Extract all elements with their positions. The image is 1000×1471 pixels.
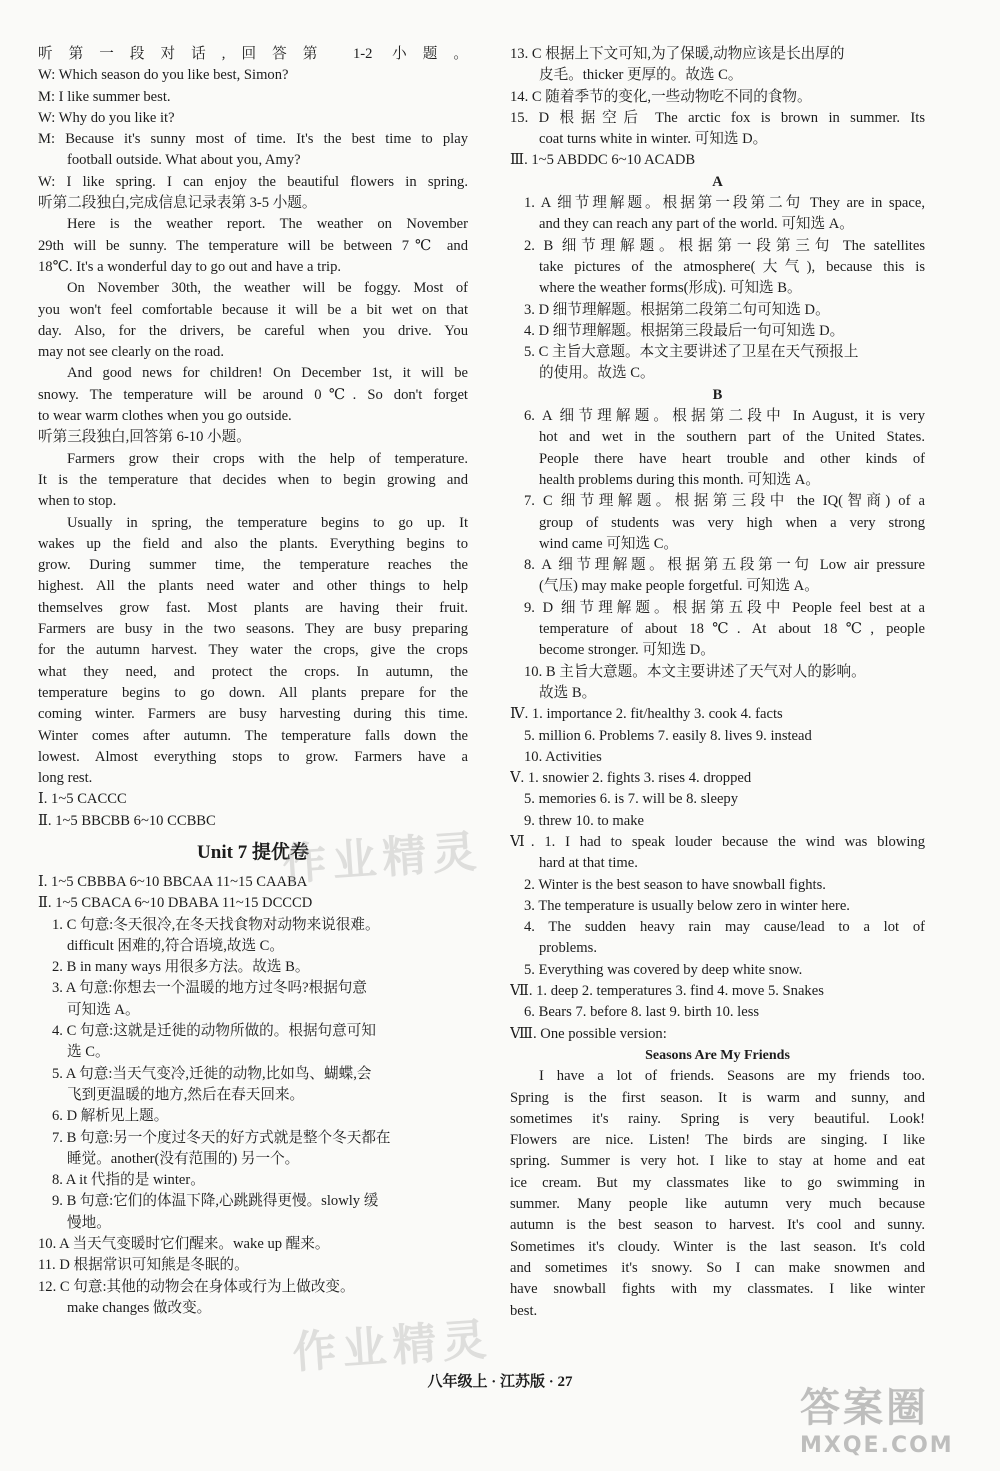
text-line: 7. B 句意:另一个度过冬天的好方式就是整个冬天都在 <box>52 1129 391 1146</box>
text-line: to wear warm clothes when you go outside. <box>38 408 292 425</box>
text-line: Usually in spring, the temperature begins to go up. It <box>67 514 468 531</box>
text-line: themselves grow fast. Most plants are having their fruit. <box>38 599 468 616</box>
text-line: A <box>712 173 723 190</box>
text-line: 15. D 根据空后 The arctic fox is brown in summer. Its <box>510 109 925 126</box>
text-line: On November 30th, the weather will be foggy. Most of <box>67 280 468 297</box>
site-logo <box>800 1376 970 1456</box>
text-line: 听第二段独白,完成信息记录表第 3-5 小题。 <box>38 195 317 212</box>
text-line: M: Because it's sunny most of time. It's the best time to play <box>38 131 468 148</box>
text-line: 飞到更温暖的地方,然后在春天回来。 <box>67 1086 305 1103</box>
text-line: day. Also, for the drivers, be careful when you drive. You <box>38 322 468 339</box>
text-line: 6. D 解析见上题。 <box>52 1108 169 1125</box>
text-line: It is the temperature that decides when to begin growing and <box>38 471 468 488</box>
text-line: where the weather forms(形成). 可知选 B。 <box>539 280 802 297</box>
section-heading: Unit 7 提优卷 <box>197 841 309 863</box>
essay-title: Seasons Are My Friends <box>645 1047 790 1063</box>
text-line: W: Why do you like it? <box>38 109 175 126</box>
page-footer: 八年级上 · 江苏版 · 27 <box>427 1374 573 1390</box>
logo-text: 答案圈 <box>800 1385 929 1431</box>
text-line: Flowers are nice. Listen! The birds are singing. I like <box>510 1132 925 1149</box>
text-line: 5. A 句意:当天气变冷,迁徙的动物,比如鸟、蝴蝶,会 <box>52 1065 372 1082</box>
text-line: And good news for children! On December 1st, it will be <box>67 365 468 382</box>
text-line: Ⅷ. One possible version: <box>510 1025 667 1042</box>
watermark-text-lower: 作业精灵 <box>290 1314 494 1379</box>
text-line: 9. D 细节理解题。根据第五段中 People feel best at a <box>524 599 925 616</box>
text-line: 2. B 细节理解题。根据第一段第三句 The satellites <box>524 237 925 254</box>
text-line: 睡觉。another(没有范围的) 另一个。 <box>67 1150 300 1167</box>
text-line: 听第三段独白,回答第 6-10 小题。 <box>38 429 251 446</box>
text-line: make changes 做改变。 <box>67 1299 212 1316</box>
text-line: 8. A 细节理解题。根据第五段第一句 Low air pressure <box>524 557 925 574</box>
text-line: autumn is the best season to harvest. It's cool and sunny. <box>510 1217 925 1234</box>
text-line: 14. C 随着季节的变化,一些动物吃不同的食物。 <box>510 88 812 105</box>
text-line: Ⅵ. 1. I had to speak louder because the wind was blowing <box>510 833 925 850</box>
text-line: 29th will be sunny. The temperature will be between 7℃ and <box>38 237 468 254</box>
text-line: 5. memories 6. is 7. will be 8. sleepy <box>524 791 739 808</box>
text-line: hard at that time. <box>539 855 638 872</box>
text-line: have snowball fights with my classmates. I like winter <box>510 1281 925 1298</box>
text-line: and sometimes it's snowy. So I can make snowmen and <box>510 1259 925 1276</box>
text-line: problems. <box>539 940 597 957</box>
text-line: Ⅴ. 1. snowier 2. fights 3. rises 4. dropped <box>510 770 752 787</box>
text-line: Ⅰ. 1~5 CBBBA 6~10 BBCAA 11~15 CAABA <box>38 873 308 890</box>
text-line: 10. B 主旨大意题。本文主要讲述了天气对人的影响。 <box>524 663 866 680</box>
text-line: B <box>712 386 723 403</box>
right-column <box>510 44 925 1322</box>
text-line: 慢地。 <box>67 1214 111 1231</box>
text-line: spring. Summer is very hot. I like to stay at home and eat <box>510 1153 925 1170</box>
text-line: Ⅶ. 1. deep 2. temperatures 3. find 4. move 5. Snakes <box>510 983 824 1000</box>
text-line: coming winter. Farmers are busy harvesting during this time. <box>38 706 468 723</box>
text-line: 5. million 6. Problems 7. easily 8. lives 9. instead <box>524 727 812 744</box>
text-line: Farmers grow their crops with the help of temperature. <box>67 450 468 467</box>
text-line: grow. During summer time, the temperature reaches the <box>38 557 468 574</box>
text-line: 5. Everything was covered by deep white snow. <box>524 961 803 978</box>
text-line: 选 C。 <box>67 1044 110 1061</box>
text-line: Winter comes after autumn. The temperature falls down the <box>38 727 468 744</box>
text-line: highest. All the plants need water and other things to help <box>38 578 468 595</box>
text-line: 10. A 当天气变暖时它们醒来。wake up 醒来。 <box>38 1236 330 1253</box>
text-line: take pictures of the atmosphere(大气), because this is <box>539 258 925 275</box>
text-line: 4. D 细节理解题。根据第三段最后一句可知选 D。 <box>524 322 845 339</box>
text-line: difficult 困难的,符合语境,故选 C。 <box>67 937 285 954</box>
text-line: become stronger. 可知选 D。 <box>539 642 715 659</box>
text-line: coat turns white in winter. 可知选 D。 <box>539 131 768 148</box>
text-line: W: I like spring. I can enjoy the beautiful flowers in spring. <box>38 173 468 190</box>
text-line: ice cream. But my classmates like to go swimming in <box>510 1174 925 1191</box>
text-line: 8. A it 代指的是 winter。 <box>52 1172 205 1189</box>
text-line: 5. C 主旨大意题。本文主要讲述了卫星在天气预报上 <box>524 344 859 361</box>
text-line: long rest. <box>38 770 93 787</box>
text-line: (气压) may make people forgetful. 可知选 A。 <box>539 578 819 595</box>
text-line: hot and wet in the southern part of the United States. <box>539 429 925 446</box>
text-line: 的使用。故选 C。 <box>539 365 655 382</box>
text-line: sometimes it's rainy. Spring is very beautiful. Look! <box>510 1110 925 1127</box>
text-line: temperature begins to go down. All plants prepare for the <box>38 684 468 701</box>
text-line: 7. C 细节理解题。根据第三段中 the IQ(智商) of a <box>524 493 925 510</box>
text-line: snowy. The temperature will be around 0℃. So don't forget <box>38 386 468 403</box>
text-line: Ⅳ. 1. importance 2. fit/healthy 3. cook 4. facts <box>510 706 783 723</box>
logo-url: MXQE.COM <box>800 1433 954 1458</box>
text-line: 4. C 句意:这就是迁徙的动物所做的。根据句意可知 <box>52 1023 376 1040</box>
text-line: 1. C 句意:冬天很冷,在冬天找食物对动物来说很难。 <box>52 916 380 933</box>
text-line: what they need, and protect the crops. In autumn, the <box>38 663 468 680</box>
text-line: 4. The sudden heavy rain may cause/lead to a lot of <box>524 919 925 936</box>
text-line: 3. A 句意:你想去一个温暖的地方过冬吗?根据句意 <box>52 980 367 997</box>
text-line: Ⅱ. 1~5 BBCBB 6~10 CCBBC <box>38 812 216 829</box>
text-line: wakes up the field and also the plants. Everything begins to <box>38 535 468 552</box>
text-line: Here is the weather report. The weather on November <box>67 216 468 233</box>
text-line: 12. C 句意:其他的动物会在身体或行为上做改变。 <box>38 1278 355 1295</box>
text-line: 6. A 细节理解题。根据第二段中 In August, it is very <box>524 408 925 425</box>
text-line: Ⅰ. 1~5 CACCC <box>38 791 127 808</box>
text-line: and they can reach any part of the world. 可知选 A。 <box>539 216 854 233</box>
text-line: 9. B 句意:它们的体温下降,心跳跳得更慢。slowly 缓 <box>52 1193 379 1210</box>
text-line: best. <box>510 1302 538 1319</box>
text-line: 2. B in many ways 用很多方法。故选 B。 <box>52 959 310 976</box>
text-line: 听第一段对话,回答第 1-2 小题。 <box>38 46 468 62</box>
text-line: M: I like summer best. <box>38 88 171 105</box>
watermark-text: 作业精灵 <box>280 826 484 891</box>
text-line: you won't feel comfortable because it will be a bit wet on that <box>38 301 468 318</box>
text-line: 1. A 细节理解题。根据第一段第二句 They are in space, <box>524 195 925 212</box>
text-line: temperature of about 18℃. At about 18℃, people <box>539 621 925 638</box>
text-line: Ⅱ. 1~5 CBACA 6~10 DBABA 11~15 DCCCD <box>38 895 313 912</box>
text-line: 2. Winter is the best season to have snowball fights. <box>524 876 826 893</box>
text-line: lowest. Almost everything stops to grow. Farmers have a <box>38 748 468 765</box>
text-line: 6. Bears 7. before 8. last 9. birth 10. less <box>524 1004 760 1021</box>
text-line: football outside. What about you, Amy? <box>67 152 301 169</box>
text-line: may not see clearly on the road. <box>38 344 224 361</box>
text-line: 13. C 根据上下文可知,为了保暖,动物应该是长出厚的 <box>510 46 845 62</box>
text-line: group of students was very high when a very strong <box>539 514 925 531</box>
text-line: health problems during this month. 可知选 A。 <box>539 471 820 488</box>
text-line: Farmers are busy in the two seasons. They are busy preparing <box>38 621 468 638</box>
text-line: 18℃. It's a wonderful day to go out and have a trip. <box>38 258 342 275</box>
text-line: 10. Activities <box>524 748 602 765</box>
text-line: 皮毛。thicker 更厚的。故选 C。 <box>539 67 743 84</box>
text-line: People there have heart trouble and other kinds of <box>539 450 925 467</box>
text-line: Sometimes it's cloudy. Winter is the last season. It's cold <box>510 1238 925 1255</box>
text-line: 可知选 A。 <box>67 1001 140 1018</box>
text-line: Ⅲ. 1~5 ABDDC 6~10 ACADB <box>510 152 696 169</box>
text-line: 3. The temperature is usually below zero in winter here. <box>524 897 850 914</box>
text-line: Spring is the first season. It is warm and sunny, and <box>510 1089 925 1106</box>
left-column <box>38 44 468 1319</box>
text-line: 故选 B。 <box>539 684 597 701</box>
text-line: I have a lot of friends. Seasons are my friends too. <box>539 1068 925 1085</box>
text-line: W: Which season do you like best, Simon? <box>38 67 289 84</box>
text-line: 3. D 细节理解题。根据第二段第二句可知选 D。 <box>524 301 830 318</box>
text-line: summer. Many people like autumn very much because <box>510 1196 925 1213</box>
text-line: when to stop. <box>38 493 117 510</box>
text-line: 9. threw 10. to make <box>524 812 644 829</box>
text-line: 11. D 根据常识可知熊是冬眠的。 <box>38 1257 249 1274</box>
text-line: wind came 可知选 C。 <box>539 535 679 552</box>
text-line: for the autumn harvest. They water the crops, give the crops <box>38 642 468 659</box>
